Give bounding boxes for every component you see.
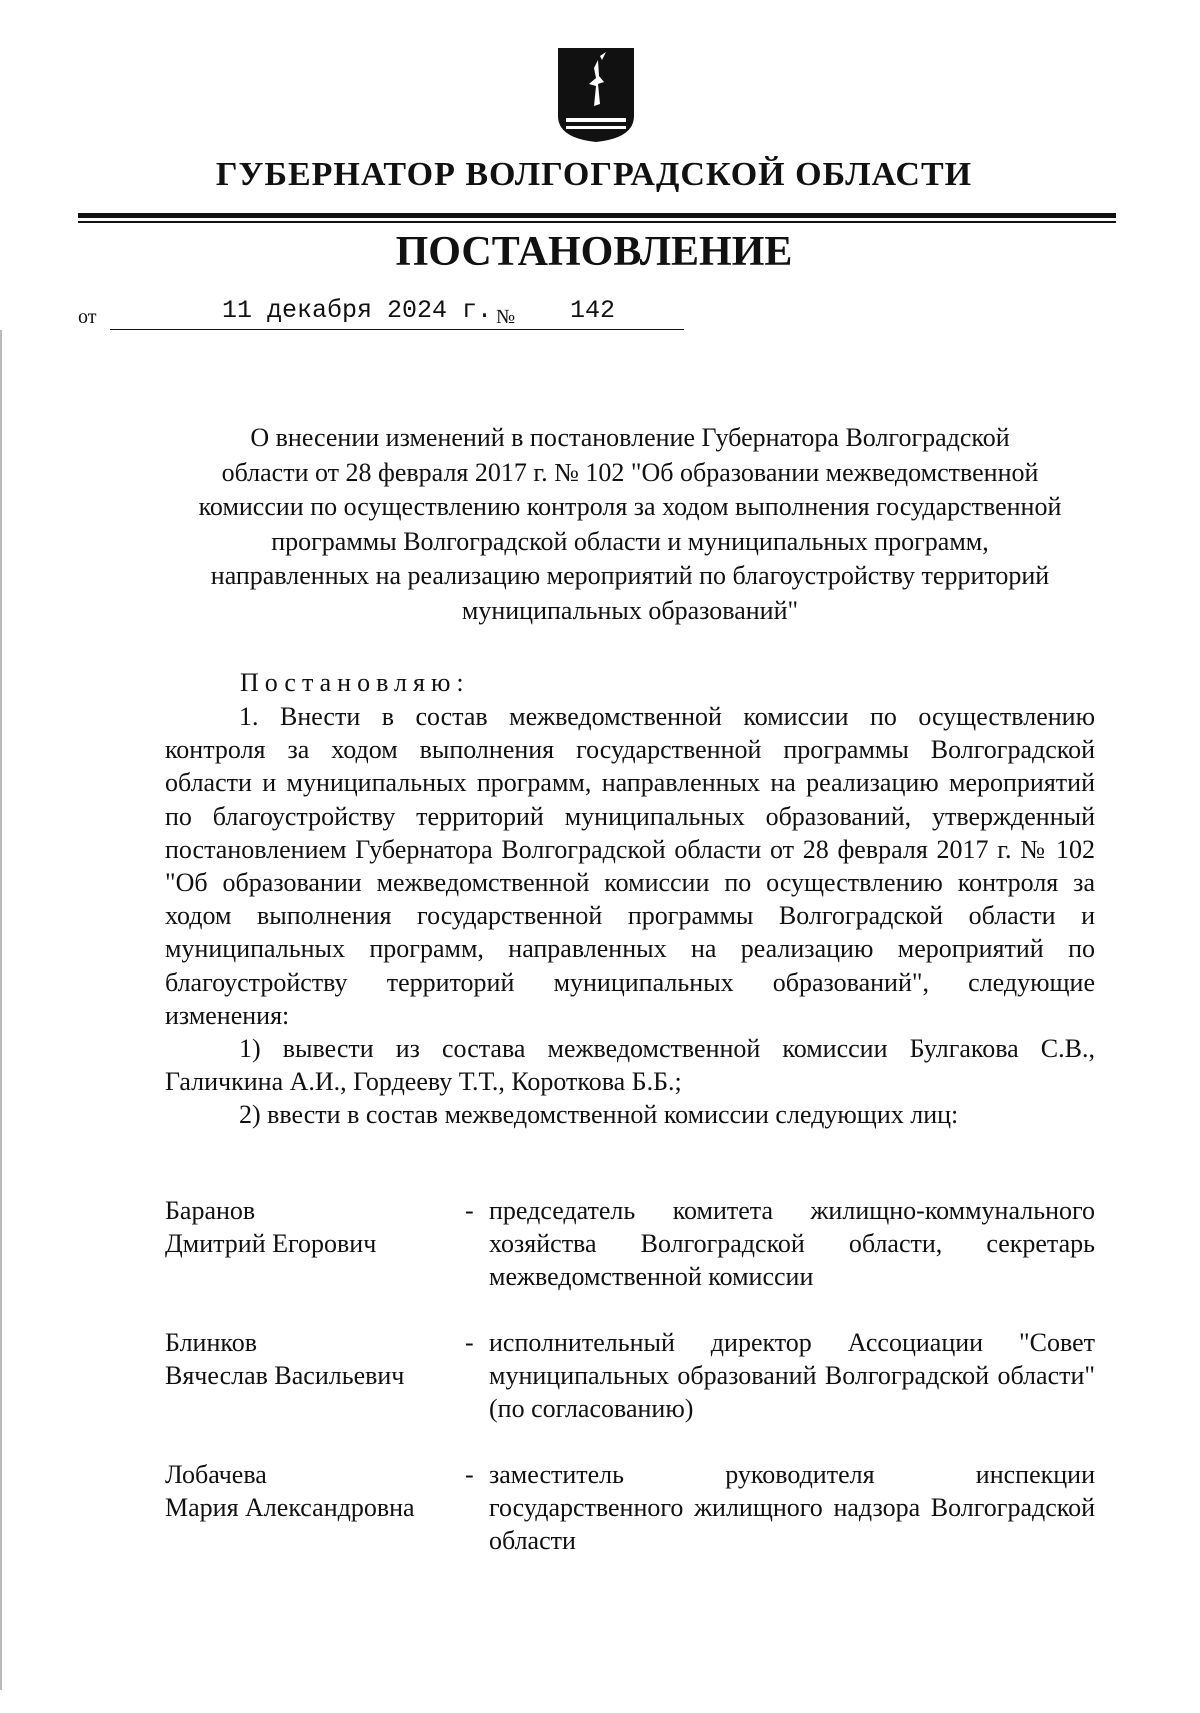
member-entry bbox=[165, 1194, 1095, 1293]
document-subject bbox=[165, 421, 1095, 628]
subject-line: области от 28 февраля 2017 г. № 102 "Об образовании межведомственной bbox=[221, 457, 1039, 487]
member-entry bbox=[165, 1458, 1095, 1557]
document-date: 11 декабря 2024 г. bbox=[110, 296, 560, 330]
scan-margin-line bbox=[0, 330, 2, 1690]
document-type: ПОСТАНОВЛЕНИЕ bbox=[395, 229, 793, 275]
header-rule-thin bbox=[78, 221, 1116, 223]
member-dash: - bbox=[465, 1196, 474, 1225]
member-role: заместитель руководителя инспекции государственного жилищного надзора Волгоградской области bbox=[489, 1460, 1095, 1555]
member-role: председатель комитета жилищно-коммунального хозяйства Волгоградской области, секретарь межведомственной комиссии bbox=[489, 1196, 1095, 1291]
subject-line: направленных на реализацию мероприятий по благоустройству территорий bbox=[210, 561, 1050, 590]
member-given-name: Вячеслав Васильевич bbox=[165, 1361, 405, 1390]
member-given-name: Мария Александровна bbox=[165, 1493, 415, 1522]
member-dash: - bbox=[465, 1460, 474, 1489]
document-body bbox=[165, 700, 1095, 1132]
members-list bbox=[165, 1194, 1095, 1590]
member-entry bbox=[165, 1326, 1095, 1425]
member-role: исполнительный директор Ассоциации "Совет муниципальных образований Волгоградской области" (по согласованию) bbox=[489, 1328, 1095, 1423]
member-given-name: Дмитрий Егорович bbox=[165, 1229, 377, 1258]
authority-title: ГУБЕРНАТОР ВОЛГОГРАДСКОЙ ОБЛАСТИ bbox=[215, 156, 973, 193]
paragraph: 1) вывести из состава межведомственной комиссии Булгакова С.В., Галичкина А.И., Гордееву Т.Т., Короткова Б.Б.; bbox=[165, 1034, 1095, 1097]
document-number: 142 bbox=[524, 296, 684, 330]
subject-line: О внесении изменений в постановление Губернатора Волгоградской bbox=[250, 423, 1010, 452]
paragraph: 2) ввести в состав межведомственной комиссии следующих лиц: bbox=[239, 1100, 959, 1130]
member-dash: - bbox=[465, 1328, 474, 1357]
member-name bbox=[165, 1458, 465, 1557]
subject-line: программы Волгоградской области и муниципальных программ, bbox=[271, 526, 989, 556]
member-surname: Блинков bbox=[165, 1328, 257, 1357]
decree-word: Постановляю: bbox=[240, 668, 470, 697]
number-prefix: № bbox=[496, 306, 516, 328]
subject-line: комиссии по осуществлению контроля за ходом выполнения государственной bbox=[198, 492, 1062, 521]
subject-line: муниципальных образований" bbox=[461, 595, 799, 625]
date-prefix: от bbox=[78, 306, 97, 328]
coat-of-arms-icon bbox=[556, 46, 636, 144]
member-name bbox=[165, 1326, 465, 1425]
member-surname: Баранов bbox=[165, 1196, 256, 1225]
member-surname: Лобачева bbox=[165, 1460, 267, 1489]
member-name bbox=[165, 1194, 465, 1293]
header-rule-thick bbox=[78, 213, 1116, 218]
paragraph: 1. Внести в состав межведомственной комиссии по осуществлению контроля за ходом выполнения государственной программы Волгоградской области и муниципальных программ, направленных на реализацию мероприятий по благоустройству территорий муниципальных образований, утвержденный постановлением Губернатора Волгоградской области от 28 февраля 2017 г. № 102 "Об образовании межведомственной комиссии по осуществлению контроля за ходом выполнения государственной программы Волгоградской области и муниципальных программ, направленных на реализацию мероприятий по благоустройству территорий муниципальных образований", следующие изменения: bbox=[165, 702, 1095, 1030]
